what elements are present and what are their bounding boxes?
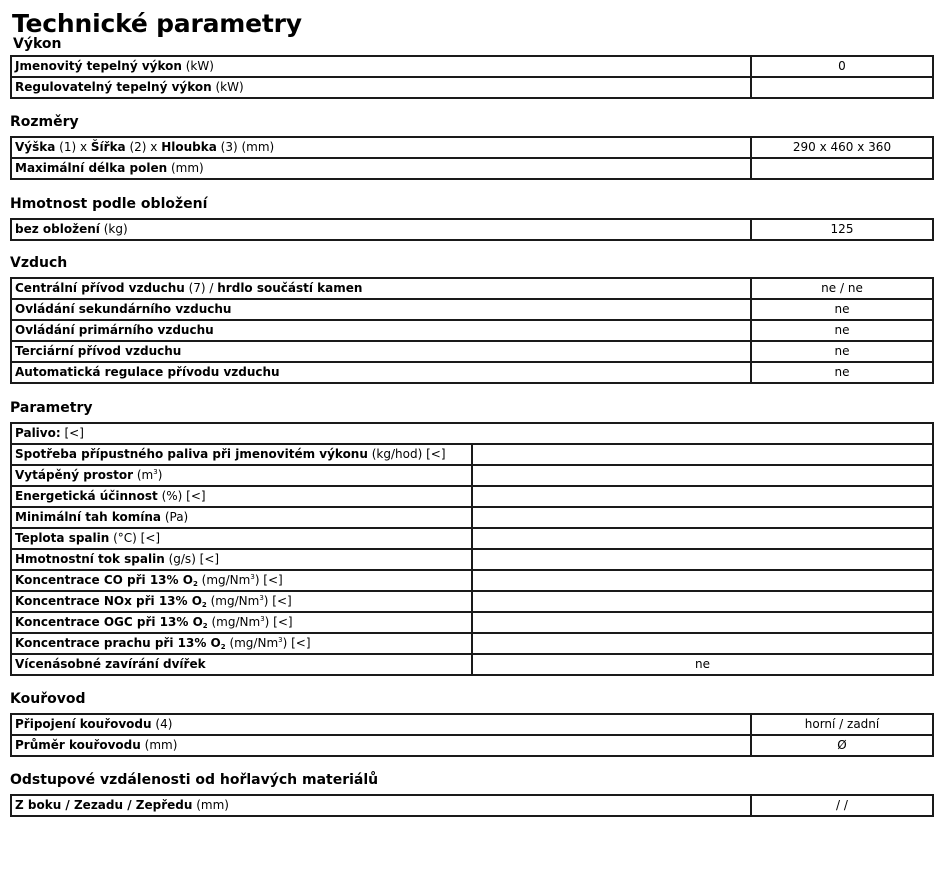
table-row xyxy=(11,633,933,654)
table-row xyxy=(11,486,933,507)
section-heading-vykon: Výkon xyxy=(13,36,62,52)
row-label: Maximální délka polen (mm) xyxy=(11,158,751,179)
row-label: Průměr kouřovodu (mm) xyxy=(11,735,751,756)
section-heading-parametry: Parametry xyxy=(10,400,93,416)
row-value xyxy=(472,465,933,486)
row-label: Ovládání sekundárního vzduchu xyxy=(11,299,751,320)
row-value xyxy=(751,77,933,98)
table-row xyxy=(11,735,933,756)
section-heading-kourovod: Kouřovod xyxy=(10,691,86,707)
table-row xyxy=(11,570,933,591)
row-label: Centrální přívod vzduchu (7) / hrdlo součástí kamen xyxy=(11,278,751,299)
row-value xyxy=(472,612,933,633)
row-label: Regulovatelný tepelný výkon (kW) xyxy=(11,77,751,98)
table-row xyxy=(11,137,933,158)
row-value xyxy=(472,570,933,591)
row-label: Koncentrace prachu při 13% $O_2$ (mg/Nm$^3$) [<] xyxy=(11,633,472,654)
row-value xyxy=(472,486,933,507)
table-kourovod xyxy=(10,713,934,757)
row-value: ne xyxy=(751,299,933,320)
row-value xyxy=(472,444,933,465)
table-row xyxy=(11,320,933,341)
row-value: ne / ne xyxy=(751,278,933,299)
row-value xyxy=(472,549,933,570)
row-label: Vícenásobné zavírání dvířek xyxy=(11,654,472,675)
row-label: Terciární přívod vzduchu xyxy=(11,341,751,362)
row-label: Minimální tah komína (Pa) xyxy=(11,507,472,528)
row-value: Ø xyxy=(751,735,933,756)
row-label: Spotřeba přípustného paliva při jmenovitém výkonu (kg/hod) [<] xyxy=(11,444,472,465)
table-row xyxy=(11,795,933,816)
row-label: Automatická regulace přívodu vzduchu xyxy=(11,362,751,383)
section-heading-odstupy: Odstupové vzdálenosti od hořlavých materiálů xyxy=(10,772,379,788)
row-value xyxy=(472,528,933,549)
table-row xyxy=(11,56,933,77)
table-row xyxy=(11,528,933,549)
row-label: Koncentrace CO při 13% $O_2$ (mg/Nm$^3$) [<] xyxy=(11,570,472,591)
row-value: 0 xyxy=(751,56,933,77)
row-value xyxy=(472,633,933,654)
table-vzduch xyxy=(10,277,934,384)
table-row xyxy=(11,423,933,444)
row-value: / / xyxy=(751,795,933,816)
row-label: Teplota spalin (°C) [<] xyxy=(11,528,472,549)
page-title: Technické parametry xyxy=(12,9,302,38)
table-rozmery xyxy=(10,136,934,180)
row-value xyxy=(472,507,933,528)
row-label: Palivo: [<] xyxy=(11,423,933,444)
row-value: ne xyxy=(751,341,933,362)
table-parametry xyxy=(10,422,934,676)
row-label: Vytápěný prostor $(m^3)$ xyxy=(11,465,472,486)
row-value: ne xyxy=(472,654,933,675)
table-row xyxy=(11,278,933,299)
row-label: Z boku / Zezadu / Zepředu (mm) xyxy=(11,795,751,816)
table-row xyxy=(11,507,933,528)
row-value: ne xyxy=(751,362,933,383)
row-value: 125 xyxy=(751,219,933,240)
row-value: horní / zadní xyxy=(751,714,933,735)
table-row xyxy=(11,591,933,612)
table-row xyxy=(11,219,933,240)
table-row xyxy=(11,714,933,735)
table-row xyxy=(11,299,933,320)
table-row xyxy=(11,612,933,633)
row-label: Koncentrace OGC při 13% $O_2$ (mg/Nm$^3$) [<] xyxy=(11,612,472,633)
row-label: Ovládání primárního vzduchu xyxy=(11,320,751,341)
row-value: 290 x 460 x 360 xyxy=(751,137,933,158)
table-row xyxy=(11,654,933,675)
row-label: Výška (1) x Šířka (2) x Hloubka (3) (mm) xyxy=(11,137,751,158)
section-heading-vzduch: Vzduch xyxy=(10,255,68,271)
row-label: bez obložení (kg) xyxy=(11,219,751,240)
row-value: ne xyxy=(751,320,933,341)
row-value xyxy=(472,591,933,612)
section-heading-rozmery: Rozměry xyxy=(10,114,79,130)
table-row xyxy=(11,362,933,383)
table-odstupy xyxy=(10,794,934,817)
table-row xyxy=(11,341,933,362)
table-hmotnost xyxy=(10,218,934,241)
table-row xyxy=(11,77,933,98)
table-row xyxy=(11,549,933,570)
spec-page xyxy=(0,10,950,817)
table-row xyxy=(11,444,933,465)
row-label: Jmenovitý tepelný výkon (kW) xyxy=(11,56,751,77)
row-label: Hmotnostní tok spalin (g/s) [<] xyxy=(11,549,472,570)
table-row xyxy=(11,465,933,486)
table-row xyxy=(11,158,933,179)
table-vykon xyxy=(10,55,934,99)
row-label: Koncentrace NOx při 13% $O_2$ (mg/Nm$^3$) [<] xyxy=(11,591,472,612)
section-heading-hmotnost: Hmotnost podle obložení xyxy=(10,196,208,212)
row-label: Energetická účinnost (%) [<] xyxy=(11,486,472,507)
row-label: Připojení kouřovodu (4) xyxy=(11,714,751,735)
row-value xyxy=(751,158,933,179)
